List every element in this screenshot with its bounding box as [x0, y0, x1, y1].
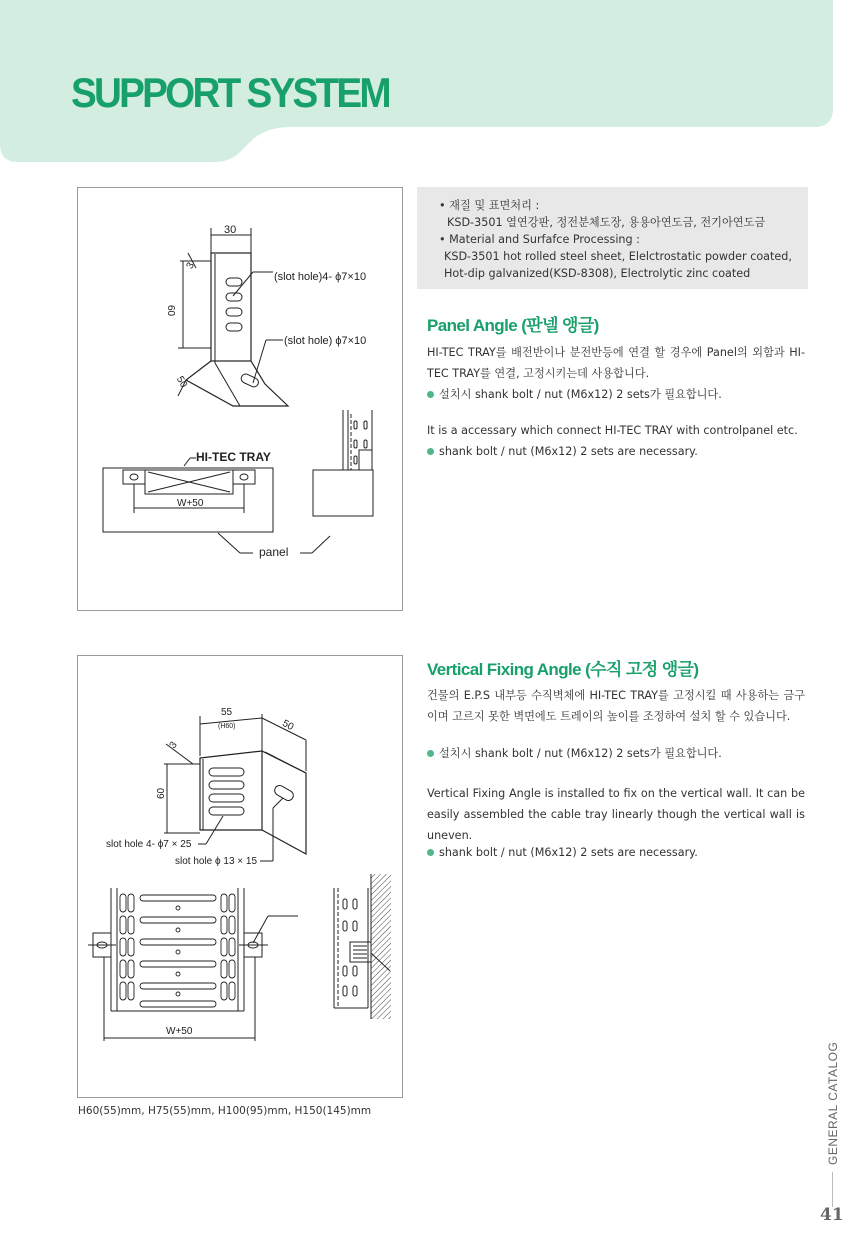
panel-angle-kr-bullet: 설치시 shank bolt / nut (M6x12) 2 sets가 필요합니다.: [439, 388, 722, 401]
dim-height-label: 60: [156, 787, 167, 799]
width-label: W+50: [166, 1026, 193, 1037]
vertical-angle-en-bullet-row: [427, 842, 805, 863]
dim-width-label: 30: [224, 224, 237, 236]
bullet-dot-icon: [427, 448, 434, 455]
vertical-angle-en-bullet: shank bolt / nut (M6x12) 2 sets are necessary.: [439, 846, 698, 859]
catalog-side-label: GENERAL CATALOG: [826, 1041, 840, 1165]
slot-hole-label-2: (slot hole) ϕ7×10: [284, 335, 367, 347]
spec-en-value-2: Hot-dip galvanized(KSD-8308), Electrolytic zinc coated: [444, 267, 751, 280]
spec-en-value-1: KSD-3501 hot rolled steel sheet, Elelctrostatic powder coated,: [444, 250, 792, 263]
panel-angle-en-bullet: shank bolt / nut (M6x12) 2 sets are necessary.: [439, 445, 698, 458]
page-title: SUPPORT SYSTEM: [71, 69, 389, 116]
panel-angle-figure: [77, 187, 403, 611]
bullet-dot-icon: [427, 849, 434, 856]
tray-plan-drawing: [88, 888, 298, 1041]
bullet-dot-icon: [427, 750, 434, 757]
vertical-angle-kr-bullet-row: [427, 743, 805, 764]
dim-depth-label: 50: [280, 718, 296, 734]
vertical-angle-en-desc: Vertical Fixing Angle is installed to fix on the vertical wall. It can be easily assembled the cable tray linearly though the vertical wall is uneven.: [427, 787, 805, 842]
vertical-angle-kr-bullet: 설치시 shank bolt / nut (M6x12) 2 sets가 필요합니다.: [439, 747, 722, 760]
page-number: 41: [820, 1205, 844, 1225]
dim-depth-label: 50: [173, 374, 190, 390]
panel-front-drawing: [103, 458, 330, 553]
spec-kr-value: KSD-3501 열연강판, 정전분체도장, 용용아연도금, 전기아연도금: [447, 216, 766, 229]
dim-thickness-label: 3: [167, 739, 180, 751]
dim-thickness-label: 3: [184, 260, 197, 271]
slot-hole-label-1: (slot hole)4- ϕ7×10: [274, 271, 367, 283]
dim-width-label: 55: [221, 707, 233, 718]
slot-hole-label-2: slot hole ϕ 13 × 15: [175, 856, 258, 867]
spec-kr-label: • 재질 및 표면처리 :: [439, 199, 540, 212]
panel-angle-kr-desc: HI-TEC TRAY를 배전반이나 분전반등에 연결 할 경우에 Panel의 외함과 HI-TEC TRAY를 연결, 고정시키는데 사용합니다.: [427, 346, 805, 380]
panel-angle-kr-bullet-row: [427, 384, 805, 405]
side-divider: [832, 1172, 833, 1207]
tray-label: HI-TEC TRAY: [196, 450, 271, 464]
vertical-angle-figure: [77, 655, 403, 1098]
panel-angle-title: Panel Angle (판넬 앵글): [427, 316, 599, 335]
size-caption: H60(55)mm, H75(55)mm, H100(95)mm, H150(145)mm: [78, 1105, 372, 1117]
vertical-angle-title: Vertical Fixing Angle (수직 고정 앵글): [427, 660, 699, 679]
slot-hole-label-1: slot hole 4- ϕ7 × 25: [106, 839, 192, 850]
panel-angle-en-bullet-row: [427, 441, 805, 462]
width-label: W+50: [177, 498, 204, 509]
wall-side-drawing: [334, 874, 391, 1019]
panel-angle-drawing: [178, 228, 288, 406]
panel-label: panel: [259, 545, 289, 559]
dim-height-label: 60: [165, 305, 176, 317]
panel-side-drawing: [313, 410, 373, 516]
vertical-angle-kr-desc: 건물의 E.P.S 내부등 수직벽체에 HI-TEC TRAY를 고정시킬 때 사용하는 금구이며 고르지 못한 벽면에도 트레이의 높이를 조정하여 설치 할 수 있습니다.: [427, 689, 805, 723]
dim-width-sub-label: (H60): [218, 723, 236, 730]
material-spec-box: [417, 187, 808, 289]
bullet-dot-icon: [427, 391, 434, 398]
spec-en-label: • Material and Surfafce Processing :: [439, 233, 640, 246]
panel-angle-en-desc: It is a accessary which connect HI-TEC TRAY with controlpanel etc.: [427, 424, 798, 437]
